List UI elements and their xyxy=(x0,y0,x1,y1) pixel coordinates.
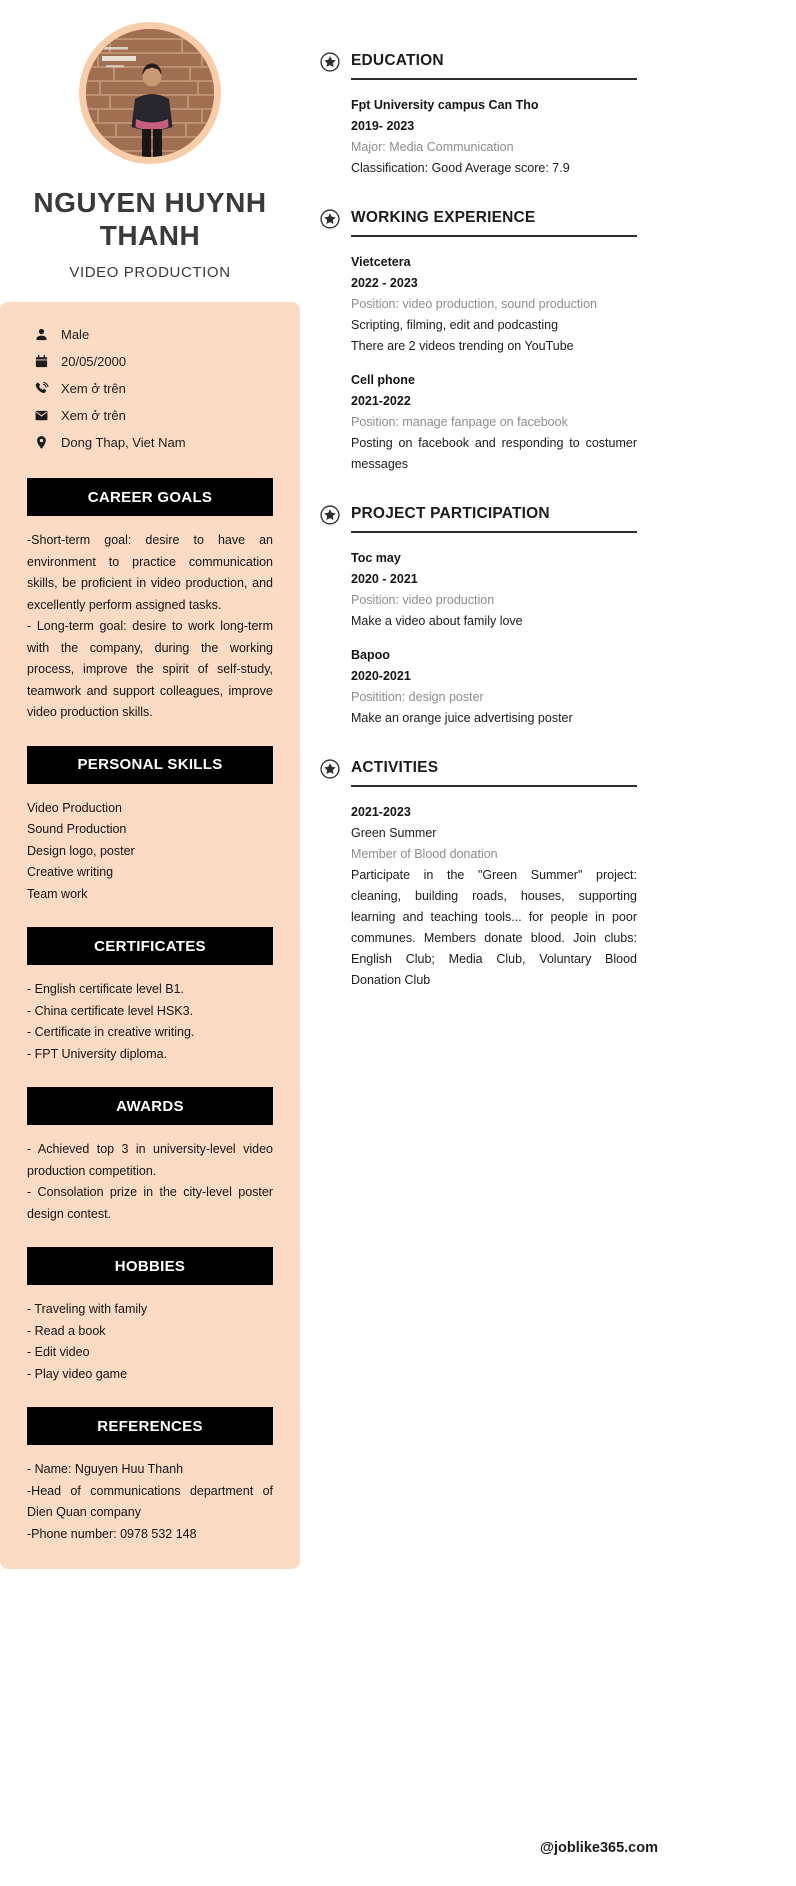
section-header-awards: AWARDS xyxy=(27,1087,273,1125)
hobby-item: - Traveling with family xyxy=(27,1302,148,1316)
experience-entries xyxy=(351,252,637,475)
hobby-item: - Play video game xyxy=(27,1366,128,1381)
education-classification: Classification: Good Average score: 7.9 xyxy=(351,161,570,175)
project-name: Bapoo xyxy=(351,648,390,662)
projects-header xyxy=(320,505,637,533)
project-position: Positition: design poster xyxy=(351,690,484,704)
section-header-certificates: CERTIFICATES xyxy=(27,927,273,965)
job-years: 2021-2022 xyxy=(351,394,411,408)
education-entry xyxy=(351,95,637,179)
contact-email-text: Xem ở trên xyxy=(61,408,126,423)
location-pin-icon xyxy=(34,435,49,450)
skill-item: Creative writing xyxy=(27,865,114,879)
education-years: 2019- 2023 xyxy=(351,119,415,133)
contact-list xyxy=(0,321,300,456)
calendar-icon xyxy=(34,354,49,369)
contact-birthday-text: 20/05/2000 xyxy=(61,354,127,369)
skill-item: Team work xyxy=(27,886,88,901)
activity-entry xyxy=(351,802,637,991)
skill-item: Video Production xyxy=(27,800,122,815)
career-goal-long-term: - Long-term goal: desire to work long-term with the company, during the working process, improve the spirit of self-study, teamwork and support colleagues, improve video production skills. xyxy=(27,619,273,719)
candidate-job-title: VIDEO PRODUCTION xyxy=(69,264,231,281)
education-section xyxy=(320,52,637,179)
candidate-name: NGUYEN HUYNH THANH xyxy=(33,187,267,251)
education-title-underline xyxy=(351,52,637,80)
experience-entry xyxy=(351,252,637,357)
certificate-item: - English certificate level B1. xyxy=(27,982,185,996)
watermark: @joblike365.com xyxy=(539,1840,658,1856)
project-years: 2020-2021 xyxy=(351,669,411,683)
reference-role: -Head of communications department of Dien Quan company xyxy=(27,1483,273,1519)
certificate-item: - FPT University diploma. xyxy=(27,1046,168,1061)
left-column xyxy=(0,0,300,1569)
contact-phone-text: Xem ở trên xyxy=(61,381,126,396)
experience-header xyxy=(320,209,637,237)
personal-skills-list xyxy=(27,798,273,906)
star-circle-icon xyxy=(320,759,340,779)
activity-years: 2021-2023 xyxy=(351,805,411,819)
activities-title-underline xyxy=(351,759,637,787)
left-panel xyxy=(0,302,300,1569)
activities-title: ACTIVITIES xyxy=(351,759,439,776)
education-header xyxy=(320,52,637,80)
hobbies-list xyxy=(27,1299,273,1385)
photo-image xyxy=(86,29,214,157)
contact-email xyxy=(34,402,282,429)
certificate-item: - China certificate level HSK3. xyxy=(27,1003,194,1018)
job-detail: Scripting, filming, edit and podcasting xyxy=(351,318,559,332)
project-name: Toc may xyxy=(351,551,401,565)
section-header-references: REFERENCES xyxy=(27,1407,273,1445)
job-position: Position: video production, sound production xyxy=(351,297,597,311)
project-description: Make a video about family love xyxy=(351,614,523,628)
person-icon xyxy=(34,327,49,342)
project-years: 2020 - 2021 xyxy=(351,572,418,586)
project-description: Make an orange juice advertising poster xyxy=(351,711,573,725)
projects-section xyxy=(320,505,637,729)
hobby-item: - Edit video xyxy=(27,1345,90,1359)
activity-description: Participate in the "Green Summer" project: cleaning, building roads, houses, supporting learning and teaching tools... for people in poor communes. Members donate blood. Join clubs: English Club; Media Club, Voluntary Blood Donation Club xyxy=(351,868,637,987)
activities-header xyxy=(320,759,637,787)
phone-icon xyxy=(34,381,49,396)
job-detail: Posting on facebook and responding to costumer messages xyxy=(351,436,637,471)
career-goal-short-term: -Short-term goal: desire to have an environment to practice communication skills, be proficient in video production, and excellently perform assigned tasks. xyxy=(27,533,273,612)
contact-gender xyxy=(34,321,282,348)
company-name: Vietcetera xyxy=(351,255,411,269)
skill-item: Sound Production xyxy=(27,822,127,836)
certificates-list xyxy=(27,979,273,1065)
reference-name: - Name: Nguyen Huu Thanh xyxy=(27,1462,184,1476)
school-name: Fpt University campus Can Tho xyxy=(351,98,539,112)
company-name: Cell phone xyxy=(351,373,415,387)
activity-role: Member of Blood donation xyxy=(351,847,498,861)
projects-title-underline xyxy=(351,505,637,533)
experience-title-underline xyxy=(351,209,637,237)
project-position: Position: video production xyxy=(351,593,495,607)
section-header-career-goals: CAREER GOALS xyxy=(27,478,273,516)
award-item: - Achieved top 3 in university-level video production competition. xyxy=(27,1142,273,1178)
experience-title: WORKING EXPERIENCE xyxy=(351,209,536,226)
contact-gender-text: Male xyxy=(61,327,90,342)
star-circle-icon xyxy=(320,52,340,72)
references-list xyxy=(27,1459,273,1545)
job-years: 2022 - 2023 xyxy=(351,276,418,290)
award-item: - Consolation prize in the city-level poster design contest. xyxy=(27,1185,273,1221)
hobby-item: - Read a book xyxy=(27,1323,106,1338)
contact-address-text: Dong Thap, Viet Nam xyxy=(61,435,186,450)
projects-title: PROJECT PARTICIPATION xyxy=(351,505,550,522)
project-entry xyxy=(351,645,637,729)
awards-list xyxy=(27,1139,273,1225)
profile-photo xyxy=(86,29,214,157)
activities-section xyxy=(320,759,637,991)
section-header-hobbies: HOBBIES xyxy=(27,1247,273,1285)
job-position: Position: manage fanpage on facebook xyxy=(351,415,568,429)
experience-entry xyxy=(351,370,637,475)
job-detail: There are 2 videos trending on YouTube xyxy=(351,339,574,353)
star-circle-icon xyxy=(320,209,340,229)
contact-birthday xyxy=(34,348,282,375)
reference-phone: -Phone number: 0978 532 148 xyxy=(27,1526,197,1541)
contact-phone xyxy=(34,375,282,402)
contact-address xyxy=(34,429,282,456)
certificate-item: - Certificate in creative writing. xyxy=(27,1025,195,1039)
project-entries xyxy=(351,548,637,729)
right-column xyxy=(320,52,637,991)
skill-item: Design logo, poster xyxy=(27,843,135,858)
star-circle-icon xyxy=(320,505,340,525)
activity-organization: Green Summer xyxy=(351,826,437,840)
career-goals-body xyxy=(27,530,273,724)
profile-photo-ring xyxy=(79,22,221,164)
education-entries xyxy=(351,95,637,179)
section-header-personal-skills: PERSONAL SKILLS xyxy=(27,746,273,784)
mail-icon xyxy=(34,408,49,423)
experience-section xyxy=(320,209,637,475)
project-entry xyxy=(351,548,637,632)
activities-entries xyxy=(351,802,637,991)
education-title: EDUCATION xyxy=(351,52,444,69)
education-major: Major: Media Communication xyxy=(351,140,514,154)
